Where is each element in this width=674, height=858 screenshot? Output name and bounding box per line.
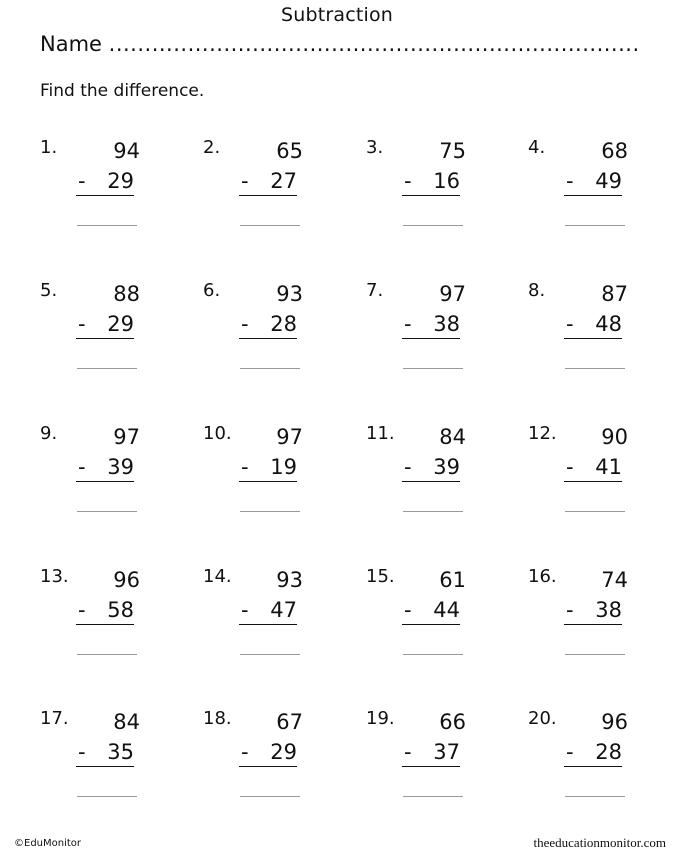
problem-4 bbox=[528, 137, 668, 237]
answer-line[interactable] bbox=[565, 225, 625, 226]
minus-sign: - bbox=[566, 169, 574, 193]
equals-rule bbox=[239, 195, 297, 196]
subtrahend: 29 bbox=[107, 169, 134, 193]
problem-number: 16. bbox=[528, 566, 557, 587]
problem-16 bbox=[528, 566, 668, 666]
subtrahend: 39 bbox=[433, 455, 460, 479]
subtrahend: 37 bbox=[433, 740, 460, 764]
subtrahend: 38 bbox=[595, 598, 622, 622]
problem-15 bbox=[366, 566, 506, 666]
subtrahend: 49 bbox=[595, 169, 622, 193]
equals-rule bbox=[402, 624, 460, 625]
subtrahend: 41 bbox=[595, 455, 622, 479]
answer-line[interactable] bbox=[77, 796, 137, 797]
answer-line[interactable] bbox=[77, 225, 137, 226]
equals-rule bbox=[564, 338, 622, 339]
problem-11 bbox=[366, 423, 506, 523]
minus-sign: - bbox=[78, 598, 86, 622]
equals-rule bbox=[564, 624, 622, 625]
minuend: 93 bbox=[276, 568, 303, 592]
answer-line[interactable] bbox=[240, 796, 300, 797]
problem-20 bbox=[528, 708, 668, 808]
minus-sign: - bbox=[78, 455, 86, 479]
problem-number: 5. bbox=[40, 280, 58, 301]
subtrahend: 28 bbox=[595, 740, 622, 764]
minuend: 96 bbox=[601, 710, 628, 734]
minuend: 75 bbox=[439, 139, 466, 163]
minuend: 97 bbox=[276, 425, 303, 449]
minuend: 61 bbox=[439, 568, 466, 592]
minuend: 88 bbox=[113, 282, 140, 306]
equals-rule bbox=[239, 338, 297, 339]
equals-rule bbox=[76, 338, 134, 339]
problem-13 bbox=[40, 566, 180, 666]
equals-rule bbox=[76, 766, 134, 767]
minus-sign: - bbox=[404, 312, 412, 336]
equals-rule bbox=[76, 195, 134, 196]
answer-line[interactable] bbox=[240, 511, 300, 512]
subtrahend: 27 bbox=[270, 169, 297, 193]
minuend: 94 bbox=[113, 139, 140, 163]
equals-rule bbox=[239, 624, 297, 625]
equals-rule bbox=[76, 481, 134, 482]
worksheet-title: Subtraction bbox=[280, 4, 394, 26]
minuend: 96 bbox=[113, 568, 140, 592]
minus-sign: - bbox=[241, 740, 249, 764]
minuend: 65 bbox=[276, 139, 303, 163]
problem-number: 4. bbox=[528, 137, 546, 158]
subtrahend: 28 bbox=[270, 312, 297, 336]
problem-18 bbox=[203, 708, 343, 808]
minuend: 93 bbox=[276, 282, 303, 306]
subtrahend: 48 bbox=[595, 312, 622, 336]
subtrahend: 47 bbox=[270, 598, 297, 622]
minuend: 84 bbox=[439, 425, 466, 449]
minuend: 87 bbox=[601, 282, 628, 306]
instruction-text: Find the difference. bbox=[40, 81, 205, 101]
equals-rule bbox=[564, 766, 622, 767]
problem-2 bbox=[203, 137, 343, 237]
equals-rule bbox=[239, 481, 297, 482]
minus-sign: - bbox=[566, 740, 574, 764]
minus-sign: - bbox=[404, 598, 412, 622]
problem-number: 2. bbox=[203, 137, 221, 158]
minus-sign: - bbox=[241, 455, 249, 479]
problem-9 bbox=[40, 423, 180, 523]
subtrahend: 16 bbox=[433, 169, 460, 193]
subtrahend: 29 bbox=[107, 312, 134, 336]
problem-number: 13. bbox=[40, 566, 69, 587]
minus-sign: - bbox=[566, 312, 574, 336]
subtrahend: 39 bbox=[107, 455, 134, 479]
answer-line[interactable] bbox=[403, 796, 463, 797]
minuend: 74 bbox=[601, 568, 628, 592]
minus-sign: - bbox=[566, 598, 574, 622]
minus-sign: - bbox=[404, 740, 412, 764]
problem-number: 8. bbox=[528, 280, 546, 301]
equals-rule bbox=[402, 766, 460, 767]
problem-number: 14. bbox=[203, 566, 232, 587]
answer-line[interactable] bbox=[403, 511, 463, 512]
minus-sign: - bbox=[78, 740, 86, 764]
problem-number: 6. bbox=[203, 280, 221, 301]
subtrahend: 44 bbox=[433, 598, 460, 622]
problem-number: 7. bbox=[366, 280, 384, 301]
problem-number: 17. bbox=[40, 708, 69, 729]
minus-sign: - bbox=[78, 169, 86, 193]
answer-line[interactable] bbox=[565, 654, 625, 655]
problem-6 bbox=[203, 280, 343, 380]
problem-number: 19. bbox=[366, 708, 395, 729]
copyright-text: ©EduMonitor bbox=[14, 838, 82, 849]
minus-sign: - bbox=[404, 169, 412, 193]
subtrahend: 29 bbox=[270, 740, 297, 764]
equals-rule bbox=[76, 624, 134, 625]
subtrahend: 35 bbox=[107, 740, 134, 764]
problem-number: 12. bbox=[528, 423, 557, 444]
problem-number: 3. bbox=[366, 137, 384, 158]
equals-rule bbox=[239, 766, 297, 767]
minuend: 67 bbox=[276, 710, 303, 734]
minus-sign: - bbox=[241, 598, 249, 622]
minuend: 90 bbox=[601, 425, 628, 449]
minuend: 66 bbox=[439, 710, 466, 734]
problem-17 bbox=[40, 708, 180, 808]
minus-sign: - bbox=[241, 169, 249, 193]
problem-1 bbox=[40, 137, 180, 237]
answer-line[interactable] bbox=[240, 225, 300, 226]
equals-rule bbox=[402, 338, 460, 339]
problem-10 bbox=[203, 423, 343, 523]
problem-12 bbox=[528, 423, 668, 523]
answer-line[interactable] bbox=[240, 654, 300, 655]
problem-number: 11. bbox=[366, 423, 395, 444]
subtrahend: 38 bbox=[433, 312, 460, 336]
problem-14 bbox=[203, 566, 343, 666]
answer-line[interactable] bbox=[77, 654, 137, 655]
equals-rule bbox=[402, 481, 460, 482]
minuend: 97 bbox=[113, 425, 140, 449]
answer-line[interactable] bbox=[403, 368, 463, 369]
website-text: theeducationmonitor.com bbox=[533, 835, 666, 850]
problem-number: 15. bbox=[366, 566, 395, 587]
problem-7 bbox=[366, 280, 506, 380]
answer-line[interactable] bbox=[565, 511, 625, 512]
minuend: 84 bbox=[113, 710, 140, 734]
answer-line[interactable] bbox=[77, 511, 137, 512]
problem-3 bbox=[366, 137, 506, 237]
problem-19 bbox=[366, 708, 506, 808]
answer-line[interactable] bbox=[565, 796, 625, 797]
answer-line[interactable] bbox=[403, 225, 463, 226]
equals-rule bbox=[564, 195, 622, 196]
problem-number: 20. bbox=[528, 708, 557, 729]
subtrahend: 19 bbox=[270, 455, 297, 479]
problem-8 bbox=[528, 280, 668, 380]
problem-5 bbox=[40, 280, 180, 380]
subtrahend: 58 bbox=[107, 598, 134, 622]
problem-number: 1. bbox=[40, 137, 58, 158]
name-field[interactable] bbox=[40, 32, 640, 56]
minus-sign: - bbox=[566, 455, 574, 479]
problem-number: 10. bbox=[203, 423, 232, 444]
answer-line[interactable] bbox=[77, 368, 137, 369]
problem-number: 18. bbox=[203, 708, 232, 729]
minus-sign: - bbox=[78, 312, 86, 336]
minuend: 68 bbox=[601, 139, 628, 163]
minus-sign: - bbox=[241, 312, 249, 336]
name-dotted-line: .......................................................................... bbox=[108, 32, 640, 56]
answer-line[interactable] bbox=[240, 368, 300, 369]
name-label: Name bbox=[40, 32, 102, 56]
answer-line[interactable] bbox=[565, 368, 625, 369]
problem-number: 9. bbox=[40, 423, 58, 444]
minuend: 97 bbox=[439, 282, 466, 306]
equals-rule bbox=[402, 195, 460, 196]
minus-sign: - bbox=[404, 455, 412, 479]
equals-rule bbox=[564, 481, 622, 482]
answer-line[interactable] bbox=[403, 654, 463, 655]
